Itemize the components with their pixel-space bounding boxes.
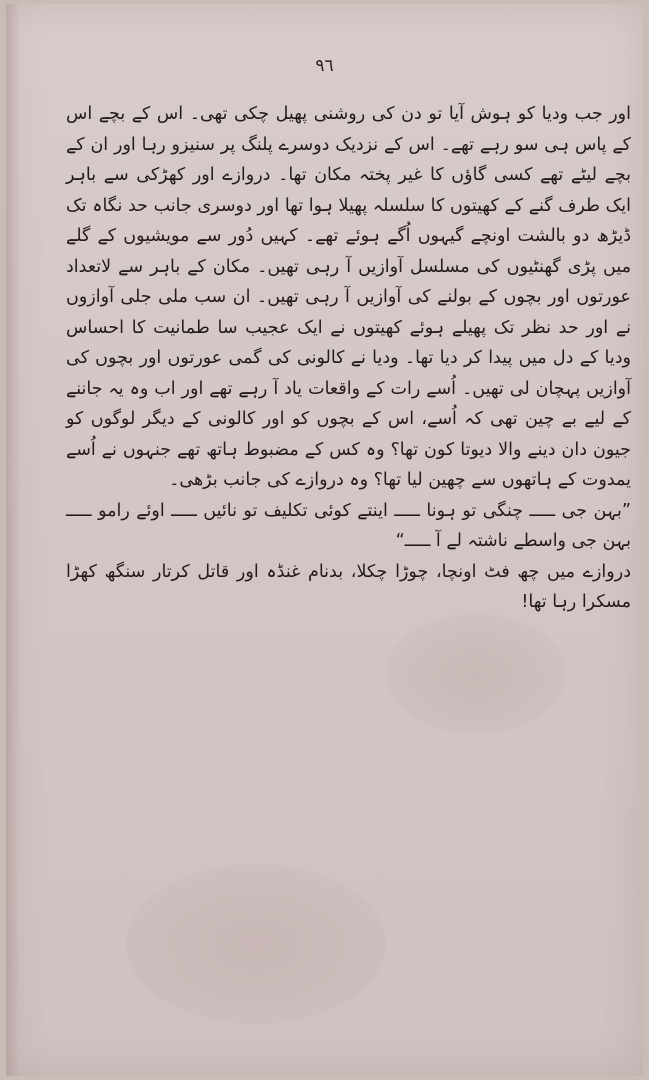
paragraph-dialogue: ”بہن جی ـــــ چنگی تو ہونا ـــــ اینتے کوئی تکلیف تو نائیں ـــــ اوئے رامو ـــــ بہن جی واسطے ناشتہ لے آ ـــــ“ bbox=[66, 500, 631, 551]
page-number: ٩٦ bbox=[315, 56, 334, 76]
book-page bbox=[6, 4, 643, 1076]
paragraph-closing: دروازے میں چھ فٹ اونچا، چوڑا چکلا، بدنام غنڈہ اور قاتل کرتار سنگھ کھڑا مسکرا رہا تھا! bbox=[66, 561, 631, 612]
page-body bbox=[66, 99, 631, 618]
paragraph-narrative: اور جب ودیا کو ہوش آیا تو دن کی روشنی پھیل چکی تھی۔ اس کے بچے اس کے پاس ہی سو رہے تھے۔ اس کے نزدیک دوسرے پلنگ پر سنیزو رہا اور ان کے بچے لیٹے تھے کسی گاؤں کا غیر پختہ مکان تھا۔ دروازے اور کھڑکی سے باہر ایک طرف گنے کے کھیتوں کا سلسلہ پھیلا ہوا تھا اور دوسری جانب حد نگاہ تک ڈیڑھ دو بالشت اونچے گیہوں اُگے ہوئے تھے۔ کہیں دُور سے مویشیوں کے گلے میں پڑی گھنٹیوں کی مسلسل آوازیں آ رہی تھیں۔ مکان کے باہر سے لاتعداد عورتوں اور بچوں کے بولنے کی آوازیں آ رہی تھیں۔ ان سب ملی جلی آوازوں نے اور حد نظر تک پھیلے ہوئے کھیتوں نے ایک عجیب سا طمانیت کا احساس ودیا کے دل میں پیدا کر دیا تھا۔ ودیا نے کالونی کی گمی عورتوں اور بچوں کی آوازیں پہچان لی تھیں۔ اُسے رات کے واقعات یاد آ رہے تھے اور اب وہ یہ جاننے کے لیے بے چین تھی کہ اُسے، اس کے بچوں کو اور کالونی کے دیگر لوگوں کو جیون دان دینے والا دیوتا کون تھا؟ وہ کس کے مضبوط ہاتھ تھے جنہوں نے اُسے یمدوت کے ہاتھوں سے چھین لیا تھا؟ وہ دروازے کی جانب بڑھی۔ bbox=[66, 104, 631, 490]
paper-stain bbox=[386, 614, 566, 734]
page-binding-shadow bbox=[6, 4, 20, 1076]
paper-stain bbox=[126, 864, 386, 1024]
